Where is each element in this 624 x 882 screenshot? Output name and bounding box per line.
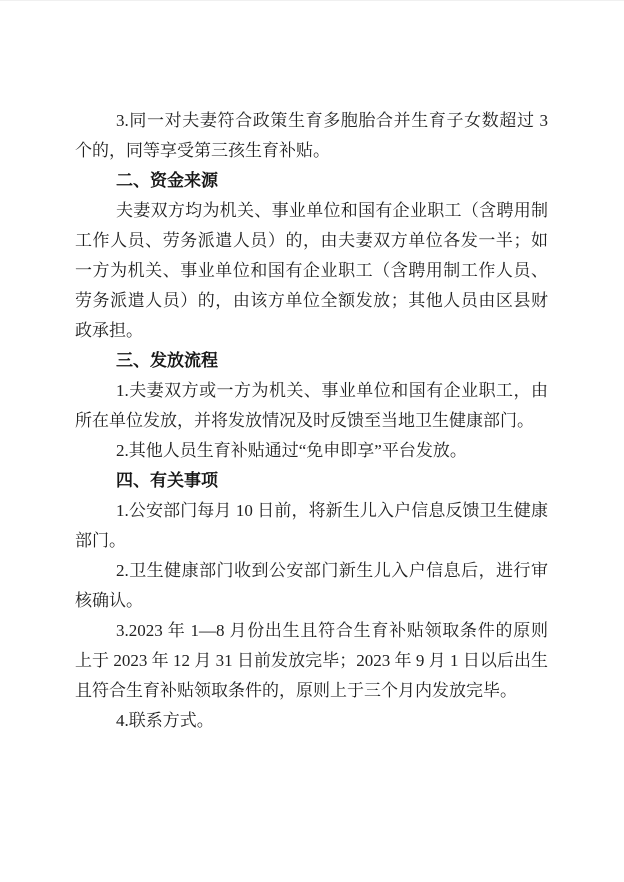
section-heading: 二、资金来源 — [116, 171, 218, 190]
body-paragraph: 1.夫妻双方或一方为机关、事业单位和国有企业职工，由所在单位发放，并将发放情况及时反馈至当地卫生健康部门。 — [75, 381, 548, 430]
section-heading: 三、发放流程 — [116, 351, 218, 370]
body-paragraph: 3.同一对夫妻符合政策生育多胞胎合并生育子女数超过 3 个的，同等享受第三孩生育补贴。 — [75, 111, 548, 160]
document-body — [75, 106, 548, 736]
body-paragraph: 1.公安部门每月 10 日前，将新生儿入户信息反馈卫生健康部门。 — [75, 501, 548, 550]
body-paragraph: 夫妻双方均为机关、事业单位和国有企业职工（含聘用制工作人员、劳务派遣人员）的，由夫妻双方单位各发一半；如一方为机关、事业单位和国有企业职工（含聘用制工作人员、劳务派遣人员）的，由该方单位全额发放；其他人员由区县财政承担。 — [75, 201, 548, 340]
body-paragraph: 2.卫生健康部门收到公安部门新生儿入户信息后，进行审核确认。 — [75, 561, 548, 610]
body-paragraph: 3.2023 年 1—8 月份出生且符合生育补贴领取条件的原则上于 2023 年 12 月 31 日前发放完毕；2023 年 9 月 1 日以后出生且符合生育补贴领取条件的，原则上于三个月内发放完毕。 — [75, 621, 548, 700]
body-paragraph: 2.其他人员生育补贴通过“免申即享”平台发放。 — [116, 441, 467, 460]
body-paragraph: 4.联系方式。 — [116, 711, 214, 730]
section-heading: 四、有关事项 — [116, 471, 218, 490]
